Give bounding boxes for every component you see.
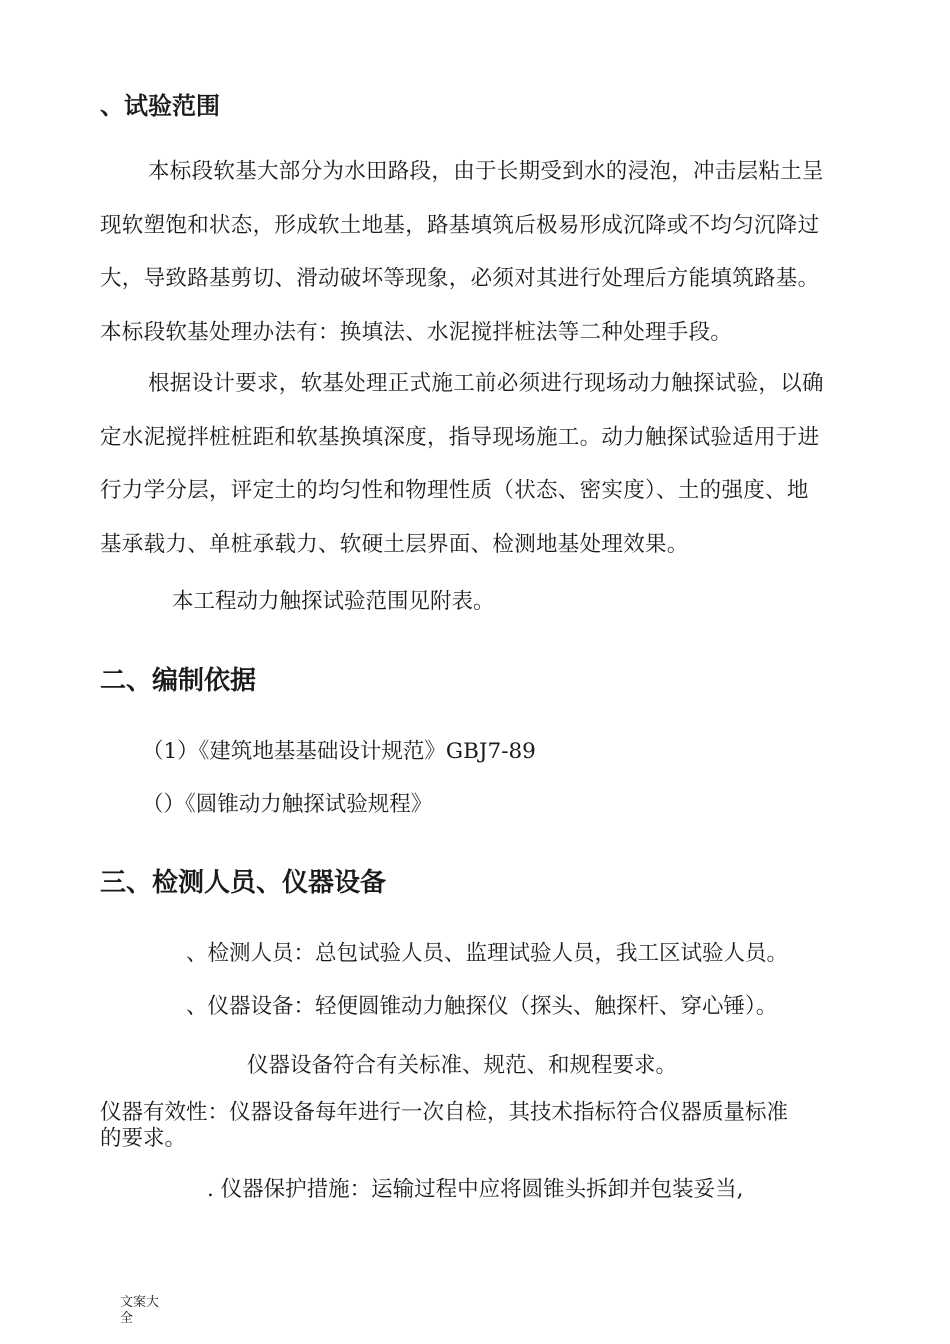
reference-item-1: （1）《建筑地基基础设计规范》GBJ7-89 [142, 739, 536, 764]
text-line: 的要求。 [100, 1126, 187, 1151]
page-footer [120, 1295, 159, 1327]
text-line: 现软塑饱和状态，形成软土地基，路基填筑后极易形成沉降或不均匀沉降过 [100, 212, 820, 238]
text-line: 本标段软基处理办法有：换填法、水泥搅拌桩法等二种处理手段。 [100, 319, 733, 345]
section1-paragraph-3: 本工程动力触探试验范围见附表。 [172, 589, 495, 614]
text-line: 本标段软基大部分为水田路段，由于长期受到水的浸泡，冲击层粘土呈 [148, 159, 824, 184]
equipment-item: 、仪器设备：轻便圆锥动力触探仪（探头、触探杆、穿心锤）。 [186, 994, 778, 1019]
section1-paragraph-1 [100, 145, 886, 359]
footer-line: 全 [120, 1311, 134, 1326]
reference-item-2: （）《圆锥动力触探试验规程》 [142, 792, 433, 817]
text-line: 基承载力、单桩承载力、软硬土层界面、检测地基处理效果。 [100, 531, 689, 557]
section2-heading: 二、编制依据 [100, 666, 257, 696]
section1-paragraph-2 [100, 357, 886, 571]
section3-heading: 三、检测人员、仪器设备 [100, 868, 387, 898]
footer-line: 文案大 [120, 1295, 160, 1310]
text-line: 定水泥搅拌桩桩距和软基换填深度，指导现场施工。动力触探试验适用于进 [100, 424, 820, 450]
section1-heading: 、试验范围 [100, 91, 220, 120]
text-line: 大，导致路基剪切、滑动破坏等现象，必须对其进行处理后方能填筑路基。 [100, 266, 820, 291]
text-line: 行力学分层，评定土的均匀性和物理性质（状态、密实度）、土的强度、地 [100, 478, 809, 503]
standards-item: 仪器设备符合有关标准、规范、和规程要求。 [247, 1053, 678, 1078]
text-line: 仪器有效性：仪器设备每年进行一次自检，其技术指标符合仪器质量标准 [100, 1100, 789, 1125]
text-line: 根据设计要求，软基处理正式施工前必须进行现场动力触探试验，以确 [148, 371, 824, 396]
protection-item: . 仪器保护措施：运输过程中应将圆锥头拆卸并包装妥当, [207, 1177, 744, 1202]
validity-item [100, 1100, 890, 1152]
personnel-item: 、检测人员：总包试验人员、监理试验人员，我工区试验人员。 [186, 941, 789, 966]
